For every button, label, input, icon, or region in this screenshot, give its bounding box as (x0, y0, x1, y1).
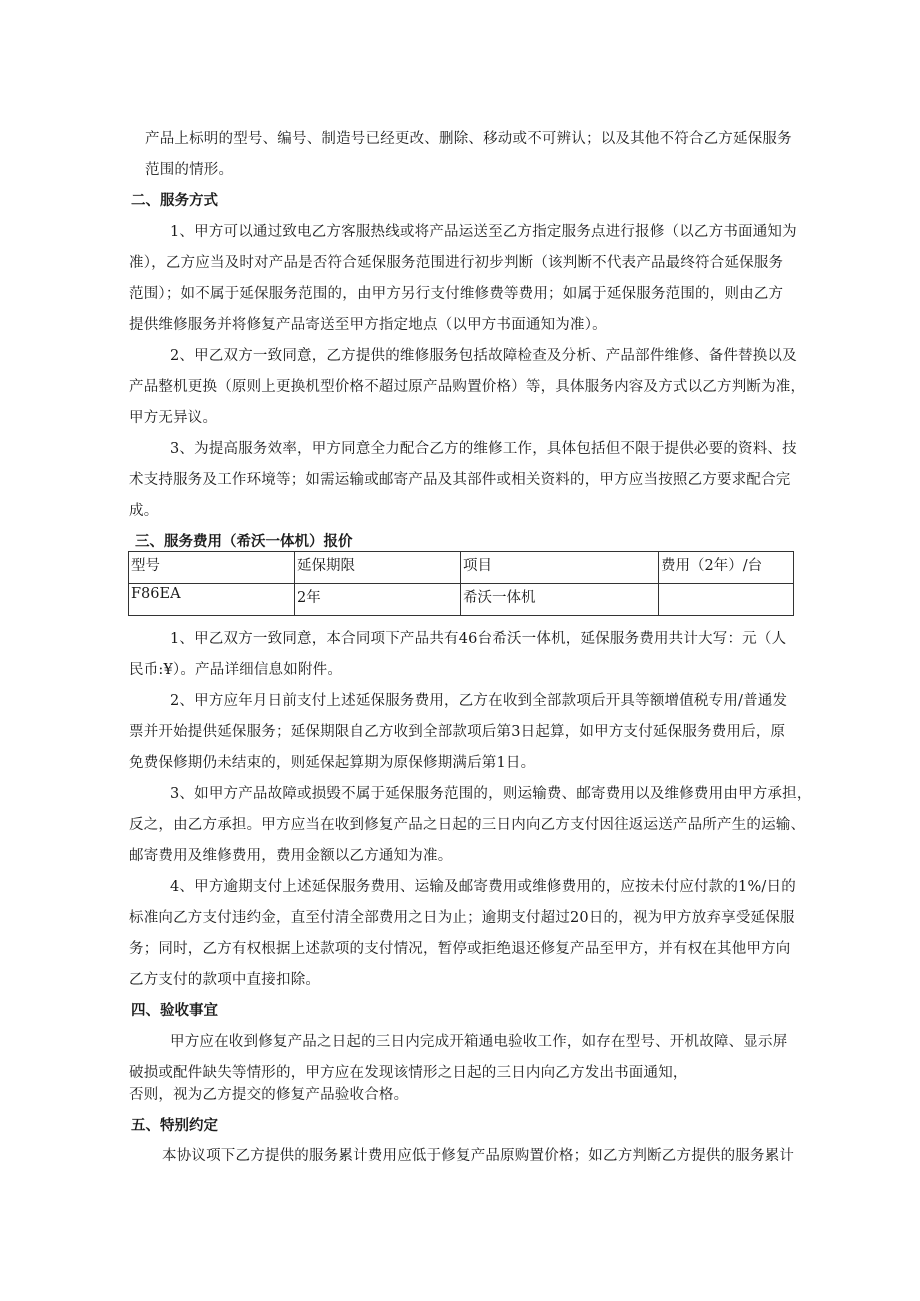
intro-line-2: 范围的情形。 (145, 162, 234, 178)
section-3-line-7: 反之，由乙方承担。甲方应当在收到修复产品之日起的三日内向乙方支付因往返运送产品所产生的运输、 (129, 817, 806, 833)
section-5-line-1: 本协议项下乙方提供的服务累计费用应低于修复产品原购置价格；如乙方判断乙方提供的服务累计 (162, 1148, 795, 1164)
section-2-line-5: 2、甲乙双方一致同意，乙方提供的维修服务包括故障检查及分析、产品部件维修、备件替换以及 (170, 348, 797, 364)
section-4-line-2: 破损或配件缺失等情形的，甲方应在发现该情形之日起的三日内向乙方发出书面通知， (129, 1065, 688, 1081)
section-3-line-4: 票并开始提供延保服务；延保期限自乙方收到全部款项后第3日起算，如甲方支付延保服务费用后，原 (129, 724, 786, 740)
price-table-header-row (129, 552, 794, 584)
section-2-line-2: 准），乙方应当及时对产品是否符合延保服务范围进行初步判断（该判断不代表产品最终符合延保服务 (129, 255, 784, 271)
cell-warranty-period: 2年 (295, 584, 461, 616)
section-3-line-3: 2、甲方应年月日前支付上述延保服务费用，乙方在收到全部款项后开具等额增值税专用/普通发 (170, 693, 788, 709)
price-table (128, 551, 794, 616)
header-fee: 费用（2年）/台 (659, 552, 794, 584)
section-3-line-11: 务；同时，乙方有权根据上述款项的支付情况，暂停或拒绝退还修复产品至甲方，并有权在其他甲方向 (129, 941, 791, 957)
section-2-line-8: 3、为提高服务效率，甲方同意全力配合乙方的维修工作，具体包括但不限于提供必要的资料、技 (170, 441, 797, 457)
section-2-line-6: 产品整机更换（原则上更换机型价格不超过原产品购置价格）等，具体服务内容及方式以乙方判断为准， (129, 379, 806, 395)
section-2-line-4: 提供维修服务并将修复产品寄送至甲方指定地点（以甲方书面通知为准）。 (129, 317, 607, 333)
section-3-line-12: 乙方支付的款项中直接扣除。 (129, 972, 321, 988)
section-2-line-1: 1、甲方可以通过致电乙方客服热线或将产品运送至乙方指定服务点进行报修（以乙方书面通知为 (170, 224, 797, 240)
section-2-line-7: 甲方无异议。 (129, 410, 218, 426)
cell-model: F86EA (129, 584, 295, 616)
section-3-line-10: 标准向乙方支付违约金，直至付清全部费用之日为止；逾期支付超过20日的，视为甲方放弃享受延保服 (129, 910, 795, 926)
section-3-line-1: 1、甲乙双方一致同意，本合同项下产品共有46台希沃一体机，延保服务费用共计大写：元（人 (170, 631, 787, 647)
section-2-line-9: 术支持服务及工作环境等；如需运输或邮寄产品及其部件或相关资料的，甲方应当按照乙方要求配合完 (129, 472, 791, 488)
section-2-line-10: 成。 (129, 503, 159, 519)
section-3-line-5: 免费保修期仍未结束的，则延保起算期为原保修期满后第1日。 (129, 755, 536, 771)
section-3-line-2: 民币:¥）。产品详细信息如附件。 (129, 662, 343, 678)
section-3-line-9: 4、甲方逾期支付上述延保服务费用、运输及邮寄费用或维修费用的，应按未付应付款的1%/日的 (170, 879, 796, 895)
section-5-heading: 五、特别约定 (131, 1118, 218, 1134)
section-4-line-1: 甲方应在收到修复产品之日起的三日内完成开箱通电验收工作，如存在型号、开机故障、显示屏 (170, 1034, 788, 1050)
cell-item: 希沃一体机 (461, 584, 659, 616)
section-4-line-3: 否则，视为乙方提交的修复产品验收合格。 (129, 1087, 409, 1103)
section-2-heading: 二、服务方式 (131, 193, 218, 209)
section-2-line-3: 范围）；如不属于延保服务范围的，由甲方另行支付维修费等费用；如属于延保服务范围的，则由乙方 (129, 286, 784, 302)
section-3-heading: 三、服务费用（希沃一体机）报价 (135, 534, 353, 550)
section-3-line-8: 邮寄费用及维修费用，费用金额以乙方通知为准。 (129, 848, 453, 864)
header-item: 项目 (461, 552, 659, 584)
intro-line-1: 产品上标明的型号、编号、制造号已经更改、删除、移动或不可辨认；以及其他不符合乙方延保服务 (145, 131, 792, 147)
section-3-line-6: 3、如甲方产品故障或损毁不属于延保服务范围的，则运输费、邮寄费用以及维修费用由甲方承担， (170, 786, 812, 802)
header-warranty-period: 延保期限 (295, 552, 461, 584)
header-model: 型号 (129, 552, 295, 584)
section-4-heading: 四、验收事宜 (131, 1003, 218, 1019)
price-table-row (129, 584, 794, 616)
cell-fee (659, 584, 794, 616)
